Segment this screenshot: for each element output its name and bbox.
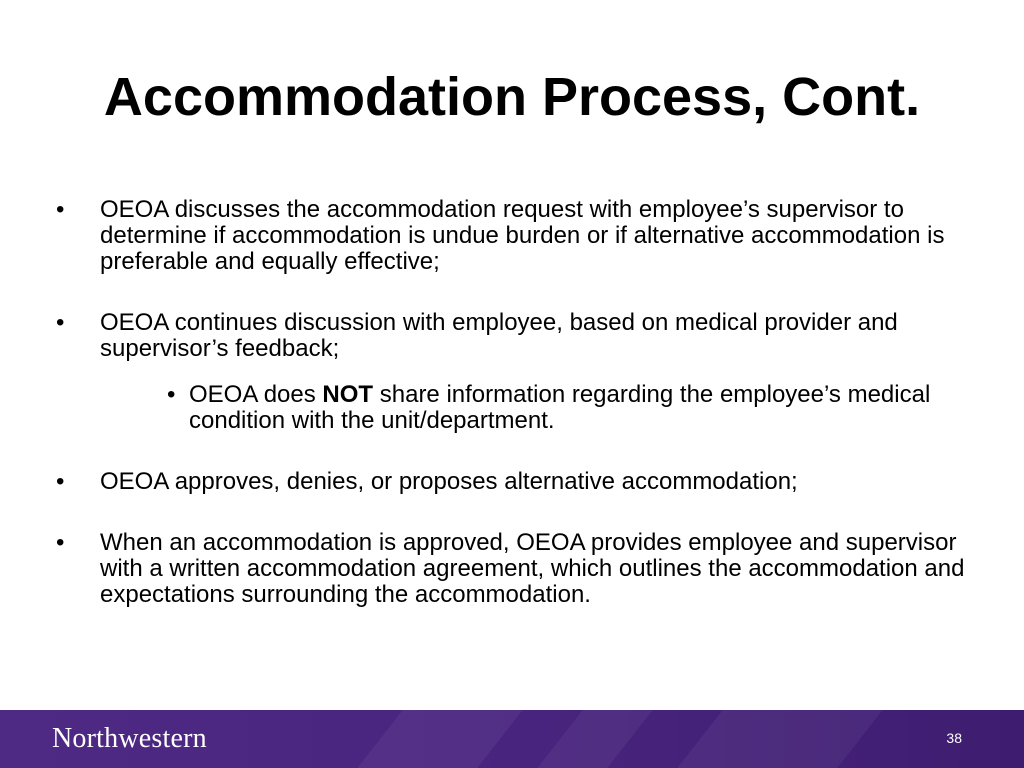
slide-body (56, 197, 986, 608)
bullet-item (56, 530, 986, 608)
sub-bullet-text-after: share information regarding the employee’s medical condition with the unit/department. (189, 381, 931, 434)
bullet-item (56, 469, 986, 495)
bullet-text: When an accommodation is approved, OEOA provides employee and supervisor with a written accommodation agreement, which outlines the accommodation and expectations surrounding the accommodation. (100, 529, 965, 608)
bullet-item (56, 310, 986, 362)
bullet-text: OEOA discusses the accommodation request with employee’s supervisor to determine if accommodation is undue burden or if alternative accommodation is preferable and equally effective; (100, 196, 945, 275)
sub-bullet-marker: • (167, 381, 176, 408)
bullet-text: OEOA continues discussion with employee, based on medical provider and supervisor’s feedback; (100, 309, 898, 362)
page-number: 38 (946, 730, 962, 746)
footer-stripe (677, 710, 882, 768)
sub-bullet-item (56, 382, 986, 434)
footer-bar (0, 710, 1024, 768)
sub-bullet-text-before: OEOA does (189, 381, 323, 408)
bullet-text: OEOA approves, denies, or proposes alternative accommodation; (100, 468, 798, 495)
bullet-marker: • (56, 196, 65, 223)
bullet-marker: • (56, 468, 65, 495)
bullet-item (56, 197, 986, 275)
footer-stripe (537, 710, 652, 768)
slide-title: Accommodation Process, Cont. (103, 67, 921, 127)
footer-stripe (357, 710, 522, 768)
sub-bullet-emphasis: NOT (322, 381, 374, 408)
bullet-marker: • (56, 309, 65, 336)
bullet-marker: • (56, 529, 65, 556)
northwestern-logo: Northwestern (52, 723, 207, 754)
